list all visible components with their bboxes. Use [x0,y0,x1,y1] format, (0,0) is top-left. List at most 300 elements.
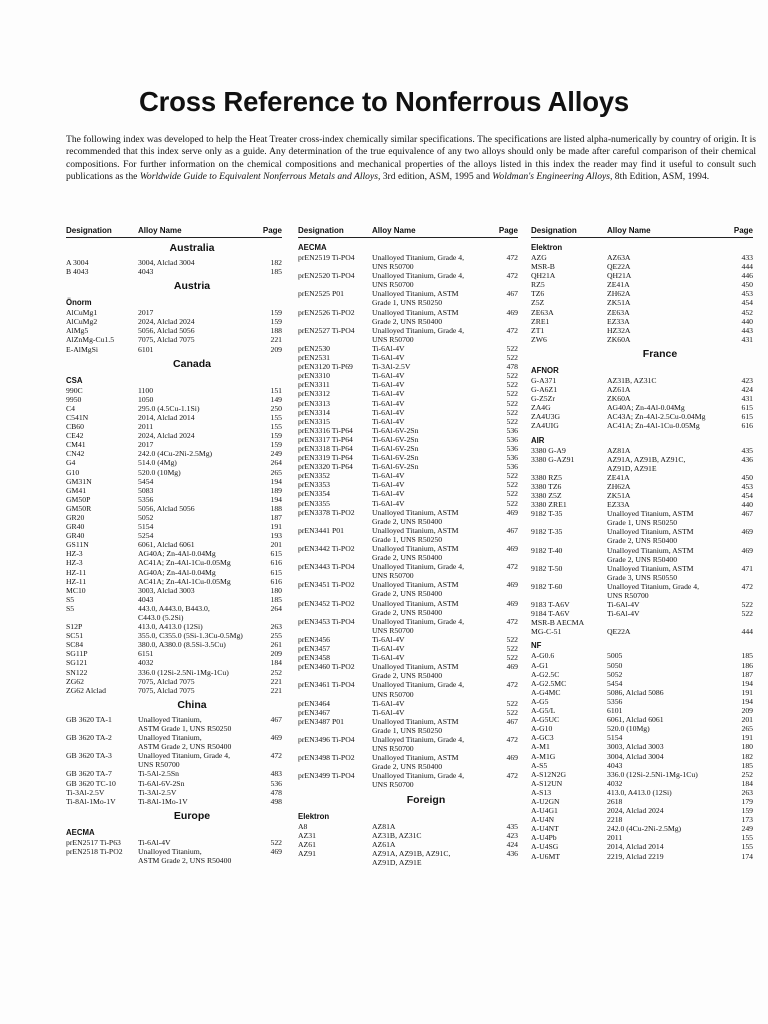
entry-designation: AlCuMg1 [66,308,98,318]
entry-page-number: 186 [741,660,753,670]
entry-page-number: 478 [270,787,282,797]
entry-page-number: 467 [506,289,518,299]
entry-alloy-name: Unalloyed Titanium, Grade 4, UNS R50700 [372,253,465,272]
entry-designation: 9183 T-A6V [531,600,570,610]
entry-alloy-name: 380.0, A380.0 (8.5Si-3.5Cu) [138,640,226,650]
index-entry [66,847,282,865]
index-entry [531,724,753,733]
entry-designation: HZ-3 [66,558,83,568]
entry-page-number: 522 [506,480,518,490]
entry-alloy-name: Unalloyed Titanium, ASTM Grade 1, UNS R50250 [372,716,459,735]
entry-alloy-name: 7075, Alclad 7075 [138,685,195,695]
entry-page-number: 522 [506,471,518,481]
entry-page-number: 209 [741,706,753,716]
index-entry [531,627,753,636]
entry-alloy-name: AG40A; Zn-4Al-0.04Mg [607,403,685,413]
entry-alloy-name: Unalloyed Titanium, Grade 4, UNS R50700 [372,562,465,581]
entry-designation: GS11N [66,540,89,550]
entry-alloy-name: Ti-6Al-4V [372,489,405,499]
index-entry [531,385,753,394]
entry-alloy-name: Unalloyed Titanium, ASTM Grade 2, UNS R50400 [138,733,232,752]
index-entry [531,697,753,706]
entry-alloy-name: AZ91A, AZ91B, AZ91C, AZ91D, AZ91E [372,848,451,867]
entry-designation: prEN3352 [298,471,331,481]
entry-designation: 3380 Z5Z [531,490,562,500]
entry-alloy-name: ZK51A [607,490,631,500]
entry-designation: A-G5/L [531,706,556,716]
entry-page-number: 444 [741,627,753,637]
index-entry [298,308,518,326]
entry-alloy-name: 2014, Alclad 2014 [138,412,195,422]
index-entry [298,617,518,635]
entry-designation: RZ5 [531,280,545,290]
entry-alloy-name: 5056, Alclad 5056 [138,503,195,513]
standard-heading: NF [531,641,542,651]
entry-designation: prEN3441 P01 [298,525,344,535]
entry-designation: prEN3318 Ti-P64 [298,443,353,453]
index-entry [531,715,753,724]
entry-page-number: 265 [741,724,753,734]
index-entry [66,345,282,354]
entry-designation: prEN3458 [298,653,331,663]
entry-designation: A-G5 [531,696,549,706]
entry-designation: S5 [66,594,75,604]
index-entry [66,677,282,686]
index-entry [298,680,518,698]
entry-designation: CB60 [66,422,84,432]
index-entry [66,395,282,404]
entry-designation: prEN3457 [298,644,331,654]
index-entry [66,477,282,486]
entry-alloy-name: Unalloyed Titanium, ASTM Grade 2, UNS R50400 [372,598,459,617]
entry-page-number: 433 [741,253,753,262]
index-entry [66,258,282,267]
entry-page-number: 536 [506,462,518,472]
entry-designation: GB 3620 TA-2 [66,733,112,743]
entry-designation: prEN3311 [298,380,330,390]
index-entry [298,435,518,444]
entry-page-number: 522 [506,389,518,399]
entry-alloy-name: Ti-6Al-4V [372,416,405,426]
index-entry [66,649,282,658]
entry-page-number: 522 [506,343,518,353]
entry-page-number: 469 [270,846,282,856]
index-entry [298,271,518,289]
index-entry [66,326,282,335]
entry-designation: prEN3355 [298,498,331,508]
index-entry [531,833,753,842]
entry-alloy-name: AC41A; Zn-4Al-1Cu-0.05Mg [607,421,700,431]
country-heading: Canada [173,357,211,370]
entry-designation: prEN2517 Ti-P63 [66,837,121,847]
entry-alloy-name: 5050 [607,660,623,670]
index-entry [531,280,753,289]
index-entry [531,651,753,660]
entry-alloy-name: QE22A [607,262,631,272]
standard-heading: AIR [531,435,545,445]
index-entry [298,380,518,389]
entry-page-number: 201 [741,715,753,725]
entry-alloy-name: 2014, Alclad 2014 [607,842,664,852]
entry-alloy-name: AZ81A [372,821,396,831]
standard-heading: Elektron [531,243,563,252]
column-header [531,226,753,238]
entry-alloy-name: 5086, Alclad 5086 [607,687,664,697]
entry-page-number: 252 [270,667,282,677]
entry-alloy-name: 5356 [138,494,154,504]
entry-alloy-name: Unalloyed Titanium, ASTM Grade 2, UNS R50400 [607,527,694,546]
entry-alloy-name: 4032 [138,658,154,668]
entry-designation: GM50P [66,494,91,504]
standard-heading: Elektron [298,811,330,821]
index-entry [531,733,753,742]
entry-designation: S5 [66,603,75,613]
index-entry [531,308,753,317]
entry-designation: HZ-11 [66,567,87,577]
column-3-entries [531,243,753,861]
entry-page-number: 180 [741,742,753,752]
entry-alloy-name: 6061, Alclad 6061 [138,540,195,550]
entry-designation: 9950 [66,394,82,404]
index-entry [531,797,753,806]
entry-alloy-name: AZ61A [372,839,396,849]
entry-designation: AZG [531,253,547,262]
entry-page-number: 436 [741,454,753,464]
entry-alloy-name: AZ91A, AZ91B, AZ91C, AZ91D, AZ91E [607,454,686,473]
entry-page-number: 522 [506,698,518,708]
index-entry [531,317,753,326]
entry-page-number: 469 [506,662,518,672]
entry-page-number: 467 [270,714,282,724]
entry-page-number: 454 [741,298,753,308]
entry-page-number: 522 [741,600,753,610]
entry-alloy-name: 413.0, A413.0 (12Si) [607,787,672,797]
entry-alloy-name: AG40A; Zn-4Al-0.04Mg [138,549,216,559]
entry-page-number: 446 [741,271,753,281]
entry-designation: A-G5UC [531,715,560,725]
country-heading: Foreign [406,793,446,806]
entry-designation: A-S5 [531,760,548,770]
entry-alloy-name: 5052 [607,669,623,679]
index-entry [66,404,282,413]
entry-designation: ZRE1 [531,316,550,326]
entry-designation: HZ-11 [66,576,87,586]
entry-alloy-name: 5154 [138,522,154,532]
entry-designation: prEN3312 [298,389,331,399]
index-entry [531,482,753,491]
entry-page-number: 423 [506,830,518,840]
index-entry [66,335,282,344]
entry-designation: Ti-8Al-1Mo-1V [66,796,116,806]
entry-alloy-name: 6101 [138,344,154,354]
entry-designation: G10 [66,467,80,477]
entry-designation: SC51 [66,631,84,641]
entry-alloy-name: 4043 [138,267,154,277]
entry-designation: prEN2531 [298,353,331,363]
entry-alloy-name: 3004, Alclad 3004 [138,258,195,267]
index-entry [66,797,282,806]
entry-designation: 3380 ZRE1 [531,500,567,510]
entry-designation: prEN2525 P01 [298,289,344,299]
index-entry [66,449,282,458]
entry-designation: AZ91 [298,848,316,858]
entry-designation: GB 3620 TA-7 [66,769,112,779]
index-entry [531,421,753,430]
entry-page-number: 185 [270,267,282,277]
entry-page-number: 454 [741,490,753,500]
entry-designation: 3380 G-AZ91 [531,454,575,464]
entry-designation: prEN3317 Ti-P64 [298,434,353,444]
entry-page-number: 155 [270,422,282,432]
intro-text-3: 8th Edition, ASM, 1994. [612,170,710,182]
entry-designation: prEN3460 Ti-PO2 [298,662,355,672]
index-entry [66,440,282,449]
entry-designation: A-S12UN [531,778,563,788]
index-entry [531,618,753,627]
entry-alloy-name: 2011 [607,833,623,843]
entry-alloy-name: 5154 [607,733,623,743]
entry-page-number: 469 [506,507,518,517]
entry-designation: A-U2GN [531,796,560,806]
entry-page-number: 173 [741,815,753,825]
entry-designation: A-U6MT [531,851,561,861]
entry-designation: prEN3319 Ti-P64 [298,453,353,463]
index-entry [298,822,518,831]
entry-designation: ZA4U3G [531,412,561,422]
entry-alloy-name: AZ61A [607,385,631,395]
entry-page-number: 189 [270,485,282,495]
entry-designation: prEN2527 Ti-PO4 [298,325,355,335]
index-entry [298,353,518,362]
entry-designation: ZA4G [531,403,551,413]
entry-alloy-name: Unalloyed Titanium, ASTM Grade 2, UNS R50400 [607,545,694,564]
entry-designation: G4 [66,458,76,468]
index-entry [531,527,753,545]
entry-alloy-name: QE22A [607,627,631,637]
entry-page-number: 472 [506,771,518,781]
entry-page-number: 193 [270,531,282,541]
entry-page-number: 478 [506,362,518,372]
entry-designation: prEN3320 Ti-P64 [298,462,353,472]
entry-page-number: 469 [506,580,518,590]
entry-page-number: 522 [506,707,518,717]
entry-page-number: 155 [741,833,753,843]
entry-alloy-name: 295.0 (4.5Cu-1.1Si) [138,403,200,413]
index-entry [298,662,518,680]
entry-designation: A-S12N2G [531,769,567,779]
index-entry [531,788,753,797]
entry-alloy-name: Ti-6Al-6V-2Sn [372,443,419,453]
entry-page-number: 249 [741,824,753,834]
index-entry [298,253,518,271]
entry-designation: A-M1 [531,742,550,752]
entry-page-number: 616 [741,421,753,431]
entry-page-number: 182 [270,258,282,267]
index-entry [531,376,753,385]
entry-page-number: 155 [270,412,282,422]
index-entry [298,644,518,653]
index-entry [531,326,753,335]
index-entry [531,752,753,761]
entry-alloy-name: 6101 [607,706,623,716]
entry-alloy-name: Ti-3Al-2.5V [138,787,177,797]
index-entry [531,546,753,564]
entry-page-number: 191 [741,687,753,697]
entry-page-number: 522 [506,398,518,408]
entry-designation: prEN3451 Ti-PO2 [298,580,355,590]
entry-designation: A-G1 [531,660,549,670]
entry-alloy-name: Unalloyed Titanium, ASTM Grade 2, UNS R50400 [372,580,459,599]
entry-alloy-name: 6061, Alclad 6061 [607,715,664,725]
index-entry [66,568,282,577]
entry-designation: SN122 [66,667,88,677]
entry-page-number: 263 [270,622,282,632]
entry-alloy-name: QH21A [607,271,632,281]
entry-designation: SG11P [66,649,88,659]
entry-alloy-name: Unalloyed Titanium, Grade 4, UNS R50700 [372,734,465,754]
entry-alloy-name: 336.0 (12Si-2.5Ni-1Mg-1Cu) [138,667,229,677]
intro-book-1: Worldwide Guide to Equivalent Nonferrous Metals and Alloys, [139,170,381,182]
index-entry [298,717,518,735]
entry-page-number: 440 [741,500,753,510]
intro-text-2: 3rd edition, ASM, 1995 and [380,170,493,182]
entry-designation: G-A6Z1 [531,385,558,395]
entry-alloy-name: ZH62A [607,289,631,299]
entry-alloy-name: AC41A; Zn-4Al-1Cu-0.05Mg [138,576,231,586]
entry-alloy-name: 5454 [607,678,623,688]
entry-designation: prEN3467 [298,707,331,717]
entry-page-number: 180 [270,585,282,595]
index-entry [298,426,518,435]
index-entry [66,838,282,847]
entry-designation: A-G2.5MC [531,678,567,688]
entry-alloy-name: Unalloyed Titanium, ASTM Grade 2, UNS R50400 [372,544,459,563]
entry-alloy-name: 2219, Alclad 2219 [607,851,664,861]
entry-alloy-name: Ti-6Al-4V [372,380,405,390]
entry-page-number: 209 [270,344,282,354]
entry-page-number: 472 [741,581,753,591]
entry-alloy-name: Unalloyed Titanium, ASTM Grade 1, UNS R50250 [138,714,232,733]
entry-page-number: 185 [270,594,282,604]
entry-page-number: 443 [741,325,753,335]
index-entry [298,408,518,417]
entry-page-number: 191 [270,522,282,532]
entry-page-number: 469 [270,733,282,743]
index-entry [531,289,753,298]
index-entry [531,688,753,697]
entry-designation: C541N [66,412,89,422]
entry-page-number: 616 [270,558,282,568]
entry-page-number: 469 [506,598,518,608]
index-entry [298,326,518,344]
index-entry [531,679,753,688]
entry-page-number: 522 [506,498,518,508]
entry-alloy-name: Ti-6Al-4V [372,353,405,363]
index-entry [531,582,753,600]
entry-page-number: 472 [506,271,518,281]
entry-designation: prEN2519 Ti-PO4 [298,253,355,262]
country-heading: France [642,347,678,360]
entry-page-number: 536 [506,434,518,444]
entry-page-number: 191 [741,733,753,743]
entry-page-number: 194 [741,696,753,706]
entry-alloy-name: 5356 [607,696,623,706]
entry-alloy-name: HZ32A [607,325,631,335]
index-entry [531,609,753,618]
entry-alloy-name: ZK60A [607,334,631,344]
entry-page-number: 261 [270,640,282,650]
entry-designation: GM31N [66,476,92,486]
entry-alloy-name: Ti-6Al-4V [138,837,171,847]
entry-designation: prEN3313 [298,398,331,408]
entry-page-number: 174 [741,851,753,861]
intro-text-1: The following index was developed to help the Heat Treater cross-index chemically similar specifications. The specifications are listed alpha-numerically by country of origin. It is recommended that this index serve only as a guide. Any determination of the true equivalence of any two alloys should only be made after careful comparison of their chemical compositions. For further information on the chemical compositions and mechanical properties of the alloys listed in this index the reader may find it useful to consult such publications as the [66,134,756,182]
intro-book-2: Woldman's Engineering Alloys, [492,170,613,182]
index-entry [531,455,753,473]
entry-alloy-name: Unalloyed Titanium, Grade 4, UNS R50700 [372,271,465,290]
entry-designation: HZ-3 [66,549,83,559]
entry-page-number: 536 [506,443,518,453]
index-entry [531,491,753,500]
entry-page-number: 435 [506,821,518,831]
entry-designation: 3380 G-A9 [531,445,566,455]
entry-alloy-name: Unalloyed Titanium, ASTM Grade 2, UNS R50400 [372,307,459,326]
entry-alloy-name: 514.0 (4Mg) [138,458,177,468]
entry-page-number: 472 [506,253,518,262]
entry-page-number: 472 [506,680,518,690]
standard-heading: AECMA [298,243,327,252]
entry-alloy-name: Ti-6Al-6V-2Sn [372,434,419,444]
entry-alloy-name: 5083 [138,485,154,495]
entry-designation: 9182 T-35 [531,509,563,519]
index-entry [298,635,518,644]
index-entry [531,779,753,788]
header-alloy-name: Alloy Name [372,226,416,235]
index-entry [298,499,518,508]
header-designation: Designation [531,226,577,235]
entry-page-number: 221 [270,335,282,345]
entry-page-number: 151 [270,385,282,395]
entry-page-number: 522 [270,837,282,847]
entry-designation: CE42 [66,431,84,441]
index-entry [66,549,282,558]
index-entry [531,742,753,751]
entry-designation: prEN2518 Ti-PO2 [66,846,123,856]
entry-alloy-name: Unalloyed Titanium, ASTM Grade 2, UNS R50400 [138,846,232,865]
index-entry [66,513,282,522]
entry-page-number: 187 [741,669,753,679]
entry-alloy-name [607,618,731,627]
entry-page-number: 522 [506,371,518,381]
entry-page-number: 469 [506,544,518,553]
entry-page-number: 450 [741,280,753,290]
entry-designation: A-G4MC [531,687,561,697]
index-entry [66,486,282,495]
header-designation: Designation [298,226,344,235]
entry-alloy-name: Ti-6Al-4V [372,644,405,654]
entry-page-number: 255 [270,631,282,641]
entry-designation: prEN3378 Ti-PO2 [298,507,355,517]
index-entry [298,753,518,771]
entry-alloy-name: 5254 [138,531,154,541]
entry-alloy-name: 3003, Alclad 3003 [138,585,195,595]
index-column-1 [66,226,282,1024]
column-1-entries [66,242,282,865]
entry-designation: 9182 T-35 [531,527,563,537]
index-entry [531,473,753,482]
entry-alloy-name: AG40A; Zn-4Al-0.04Mg [138,567,216,577]
entry-alloy-name: 3003, Alclad 3003 [607,742,664,752]
